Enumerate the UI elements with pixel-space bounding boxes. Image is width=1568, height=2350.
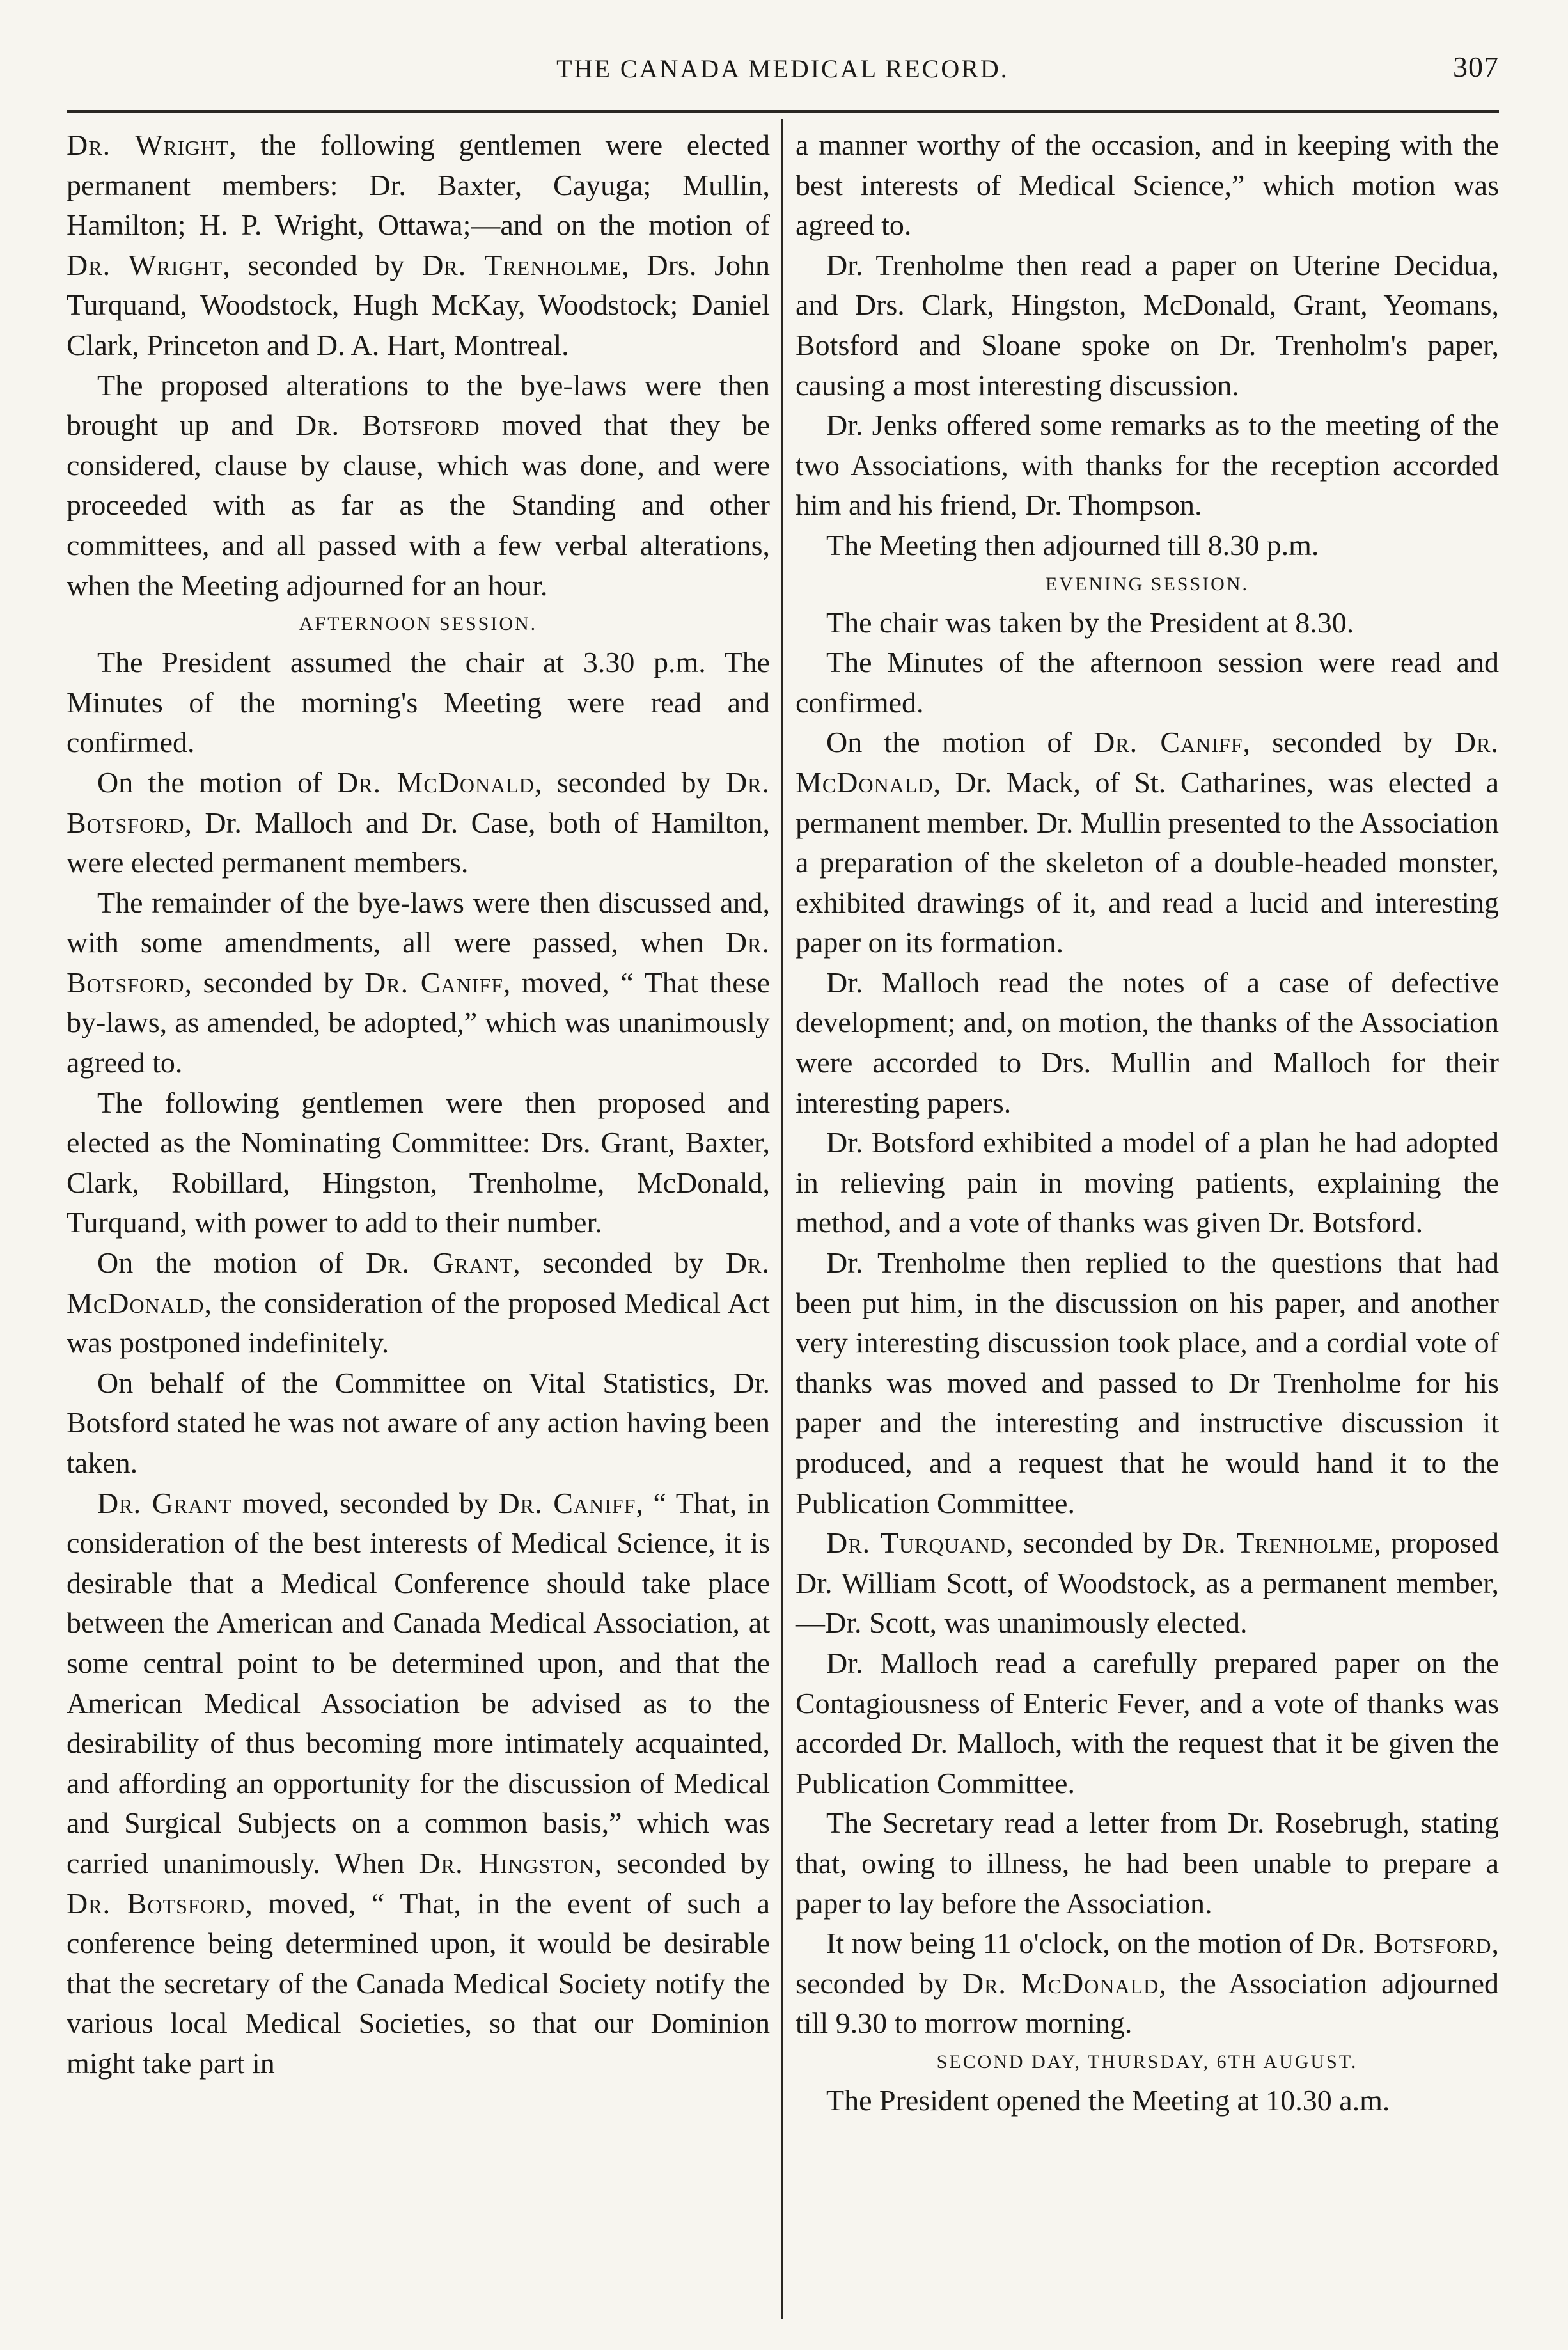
paragraph: The remainder of the bye-laws were then discussed and, with some amendments, all were passed, when Dr. Botsford, seconded by Dr. Caniff, moved, “ That these by-laws, as amended, be adopted,” which was unanimously agreed to.	[67, 886, 770, 1079]
paragraph: Dr. Grant moved, seconded by Dr. Caniff, “ That, in consideration of the best interests of Medical Science, it is desirable that a Medical Conference should take place between the American and Canada Medical Association, at some central point to be determined upon, and that the American Medical Association be advised as to the desirability of thus becoming more intimately acquainted, and affording an opportunity for the discussion of Medical and Surgical Subjects on a common basis,” which was carried unanimously. When Dr. Hingston, seconded by Dr. Botsford, moved, “ That, in the event of such a conference being determined upon, it would be desirable that the secretary of the Canada Medical Society notify the various local Medical Societies, so that our Dominion might take part in	[67, 1486, 770, 2080]
paragraph: The Minutes of the afternoon session were read and confirmed.	[796, 646, 1499, 719]
name-small-caps: Dr. Wright	[67, 129, 230, 161]
paragraph: Dr. Turquand, seconded by Dr. Trenholme, proposed Dr. William Scott, of Woodstock, as a permanent member,—Dr. Scott, was unanimously elected.	[796, 1526, 1499, 1640]
paragraph: The following gentlemen were then proposed and elected as the Nominating Committee: Drs. Grant, Baxter, Clark, Robillard, Hingston, Trenholme, McDonald, Turquand, with power to add to their number.	[67, 1086, 770, 1239]
paragraph: The Meeting then adjourned till 8.30 p.m.	[826, 528, 1319, 561]
name-small-caps: Dr. Caniff	[1094, 726, 1243, 759]
section-heading: AFTERNOON SESSION.	[299, 613, 538, 635]
name-small-caps: Dr. Hingston	[419, 1846, 595, 1879]
name-small-caps: Dr. Botsford	[67, 765, 771, 839]
paragraph: Dr. Botsford exhibited a model of a plan he had adopted in relieving pain in moving patients, explaining the method, and a vote of thanks was given Dr. Botsford.	[796, 1126, 1499, 1239]
paragraph: The chair was taken by the President at 8.30.	[826, 606, 1354, 639]
name-small-caps: Dr. Turquand	[826, 1526, 1006, 1560]
journal-title: THE CANADA MEDICAL RECORD.	[556, 54, 1009, 83]
page-header	[67, 49, 1499, 93]
section-heading: SECOND DAY, THURSDAY, 6TH AUGUST.	[936, 2051, 1358, 2072]
name-small-caps: Dr. McDonald	[336, 765, 535, 799]
section-heading: EVENING SESSION.	[1046, 573, 1249, 595]
paragraph: Dr. Wright, the following gentlemen were elected permanent members: Dr. Baxter, Cayuga; Mullin, Hamilton; H. P. Wright, Ottawa;—and on the motion of Dr. Wright, seconded by Dr. Trenholme, Drs. John Turquand, Woodstock, Hugh McKay, Woodstock; Daniel Clark, Princeton and D. A. Hart, Montreal.	[67, 129, 770, 361]
paragraph: On the motion of Dr. Grant, seconded by Dr. McDonald, the consideration of the proposed Medical Act was postponed indefinitely.	[67, 1246, 770, 1359]
name-small-caps: Dr. Wright	[67, 248, 223, 281]
name-small-caps: Dr. Caniff	[365, 966, 503, 999]
paragraph: The President opened the Meeting at 10.30 a.m.	[826, 2083, 1390, 2117]
paragraph: The Secretary read a letter from Dr. Rosebrugh, stating that, owing to illness, he had been unable to prepare a paper to lay before the Association.	[796, 1806, 1499, 1920]
paragraph: Dr. Malloch read a carefully prepared paper on the Contagiousness of Enteric Fever, and a vote of thanks was accorded Dr. Malloch, with the request that it be given the Publication Committee.	[796, 1646, 1499, 1799]
name-small-caps: Dr. McDonald	[67, 1246, 770, 1319]
right-column	[796, 125, 1499, 2312]
name-small-caps: Dr. Caniff	[498, 1486, 636, 1519]
paragraph: On the motion of Dr. Caniff, seconded by Dr. McDonald, Dr. Mack, of St. Catharines, was elected a permanent member. Dr. Mullin presented to the Association a preparation of the skeleton of a double-headed monster, exhibited drawings of it, and read a lucid and interesting paper on its formation.	[796, 726, 1499, 959]
name-small-caps: Dr. Trenholme	[422, 248, 622, 281]
page-number: 307	[1453, 51, 1499, 83]
paragraph: Dr. Malloch read the notes of a case of defective development; and, on motion, the thanks of the Association were accorded to Drs. Mullin and Malloch for their interesting papers.	[796, 966, 1499, 1119]
name-small-caps: Dr. McDonald	[962, 1966, 1159, 2000]
paragraph: Dr. Trenholme then read a paper on Uterine Decidua, and Drs. Clark, Hingston, McDonald, Grant, Yeomans, Botsford and Sloane spoke on Dr. Trenholm's paper, causing a most interesting discussion.	[796, 248, 1499, 402]
name-small-caps: Dr. McDonald	[796, 726, 1499, 799]
name-small-caps: Dr. Botsford	[67, 926, 770, 999]
paragraph: a manner worthy of the occasion, and in keeping with the best interests of Medical Science,” which motion was agreed to.	[796, 129, 1499, 242]
name-small-caps: Dr. Grant	[365, 1246, 514, 1280]
left-column	[67, 125, 770, 2312]
column-divider	[781, 119, 783, 2319]
name-small-caps: Dr. Grant	[97, 1486, 233, 1519]
name-small-caps: Dr. Botsford	[295, 409, 480, 442]
paragraph: The proposed alterations to the bye-laws were then brought up and Dr. Botsford moved that they be considered, clause by clause, which was done, and were proceeded with as far as the Standing and other committees, and all passed with a few verbal alterations, when the Meeting adjourned for an hour.	[67, 368, 770, 602]
paragraph: Dr. Trenholme then replied to the questions that had been put him, in the discussion on his paper, and another very interesting discussion took place, and a cordial vote of thanks was moved and passed to Dr Trenholme for his paper and the interesting and instructive discussion it produced, and a request that he would hand it to the Publication Committee.	[796, 1246, 1499, 1519]
paragraph: On the motion of Dr. McDonald, seconded by Dr. Botsford, Dr. Malloch and Dr. Case, both of Hamilton, were elected permanent members.	[67, 765, 771, 879]
paragraph: On behalf of the Committee on Vital Statistics, Dr. Botsford stated he was not aware of any action having been taken.	[67, 1366, 770, 1479]
paragraph: Dr. Jenks offered some remarks as to the meeting of the two Associations, with thanks for the reception accorded him and his friend, Dr. Thompson.	[796, 409, 1499, 522]
header-rule	[67, 110, 1499, 113]
name-small-caps: Dr. Botsford	[67, 1886, 246, 1920]
paragraph: It now being 11 o'clock, on the motion of Dr. Botsford, seconded by Dr. McDonald, the Association adjourned till 9.30 to morrow morning.	[796, 1927, 1500, 2040]
name-small-caps: Dr. Trenholme	[1182, 1526, 1374, 1560]
name-small-caps: Dr. Botsford	[1321, 1927, 1492, 1960]
paragraph: The President assumed the chair at 3.30 p.m. The Minutes of the morning's Meeting were read and confirmed.	[67, 646, 770, 759]
